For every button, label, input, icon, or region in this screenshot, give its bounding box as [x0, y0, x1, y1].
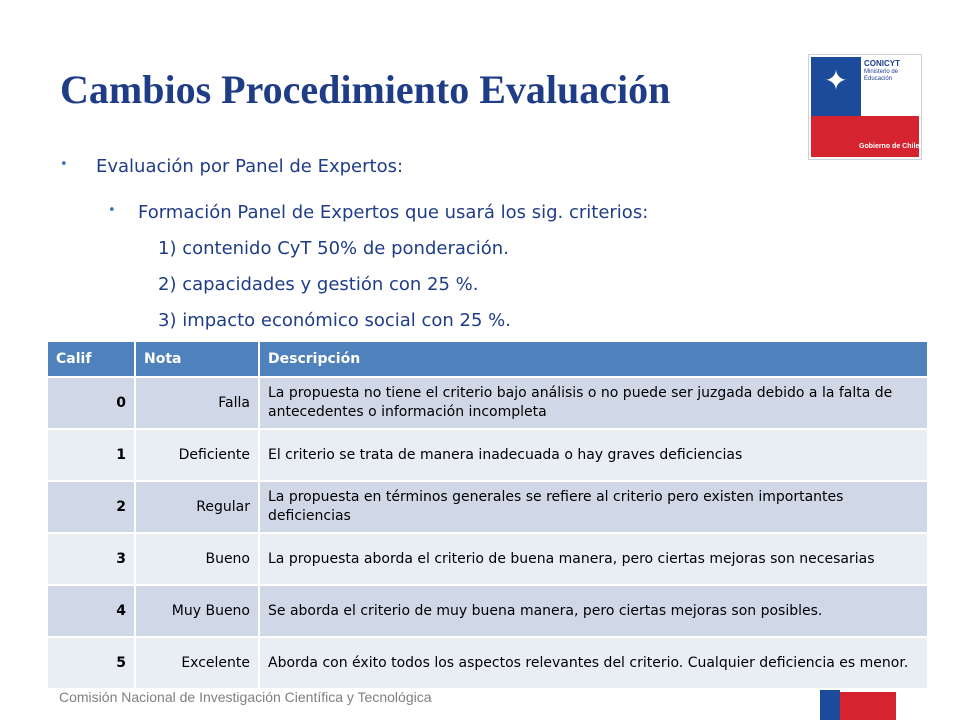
cell-nota: Excelente — [135, 637, 259, 688]
evaluation-scale-table — [48, 342, 927, 688]
criterion-2: 2) capacidades y gestión con 25 %. — [158, 274, 479, 295]
logo-name: CONICYT — [864, 59, 900, 68]
bullet-icon: • — [60, 157, 68, 172]
cell-descripcion: Aborda con éxito todos los aspectos relevantes del criterio. Cualquier deficiencia es menor. — [259, 637, 927, 688]
chile-crest-icon: ✦ — [824, 64, 848, 97]
cell-descripcion: Se aborda el criterio de muy buena manera, pero ciertas mejoras son posibles. — [259, 585, 927, 637]
header-calif: Calif — [48, 342, 135, 377]
cell-nota: Regular — [135, 481, 259, 533]
cell-nota: Deficiente — [135, 429, 259, 481]
header-descripcion: Descripción — [259, 342, 927, 377]
logo-subtitle: Ministerio de Educación — [864, 69, 899, 82]
cell-calif: 5 — [48, 637, 135, 688]
cell-calif: 4 — [48, 585, 135, 637]
table-row — [48, 637, 927, 688]
cell-calif: 2 — [48, 481, 135, 533]
cell-calif: 0 — [48, 377, 135, 429]
page-title: Cambios Procedimiento Evaluación — [60, 67, 671, 112]
cell-calif: 1 — [48, 429, 135, 481]
footer-institution: Comisión Nacional de Investigación Científica y Tecnológica — [59, 689, 432, 705]
cell-descripcion: La propuesta en términos generales se refiere al criterio pero existen importantes deficiencias — [259, 481, 927, 533]
logo-gobierno: Gobierno de Chile — [859, 143, 920, 150]
table-row — [48, 533, 927, 585]
cell-descripcion: El criterio se trata de manera inadecuada o hay graves deficiencias — [259, 429, 927, 481]
cell-calif: 3 — [48, 533, 135, 585]
conicyt-logo — [808, 54, 922, 160]
cell-nota: Falla — [135, 377, 259, 429]
table-header-row — [48, 342, 927, 377]
chile-flag-stripe — [820, 690, 896, 720]
table-row — [48, 585, 927, 637]
cell-nota: Muy Bueno — [135, 585, 259, 637]
criterion-1: 1) contenido CyT 50% de ponderación. — [158, 238, 509, 259]
table-row — [48, 429, 927, 481]
criterion-3: 3) impacto económico social con 25 %. — [158, 310, 511, 331]
bullet-icon: • — [108, 203, 116, 218]
cell-nota: Bueno — [135, 533, 259, 585]
cell-descripcion: La propuesta aborda el criterio de buena manera, pero ciertas mejoras son necesarias — [259, 533, 927, 585]
table-row — [48, 481, 927, 533]
cell-descripcion: La propuesta no tiene el criterio bajo análisis o no puede ser juzgada debido a la falta de antecedentes o información incompleta — [259, 377, 927, 429]
header-nota: Nota — [135, 342, 259, 377]
table-row — [48, 377, 927, 429]
